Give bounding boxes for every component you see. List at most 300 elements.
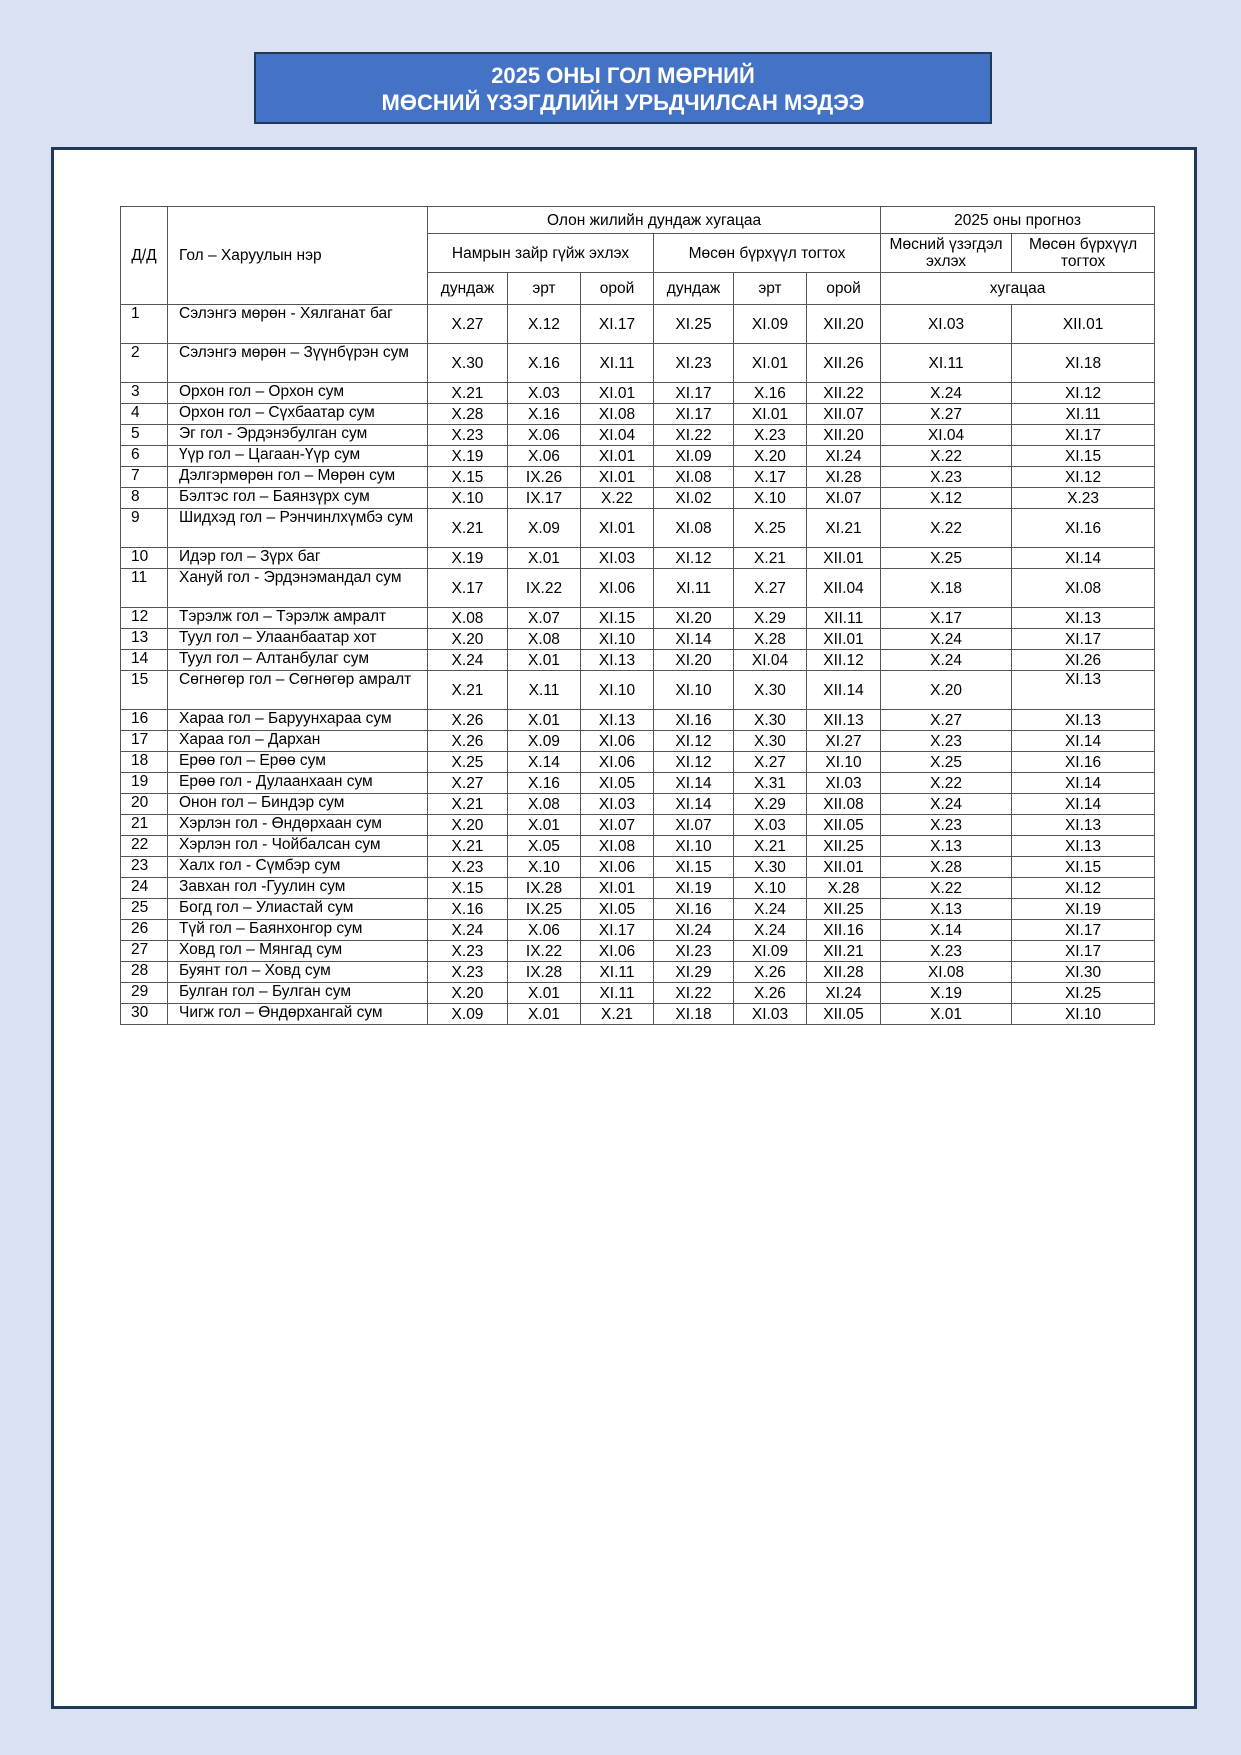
table-row: [121, 731, 1155, 752]
cell-freeze-late: XII.28: [807, 962, 881, 983]
cell-forecast-ice-start: X.25: [881, 752, 1012, 773]
cell-forecast-ice-cover: XI.13: [1012, 608, 1155, 629]
cell-freeze-avg: XI.08: [654, 509, 734, 548]
cell-autumn-late: XI.01: [581, 878, 654, 899]
cell-freeze-avg: XI.17: [654, 383, 734, 404]
table-row: [121, 920, 1155, 941]
cell-freeze-avg: XI.24: [654, 920, 734, 941]
cell-forecast-ice-start: X.24: [881, 629, 1012, 650]
cell-autumn-early: IX.28: [508, 962, 581, 983]
header-autumn-start: Намрын зайр гүйж эхлэх: [428, 234, 654, 273]
row-number: 19: [121, 773, 168, 794]
cell-autumn-avg: X.21: [428, 671, 508, 710]
cell-autumn-avg: X.15: [428, 467, 508, 488]
cell-freeze-late: XII.21: [807, 941, 881, 962]
cell-autumn-late: XI.17: [581, 920, 654, 941]
cell-autumn-late: XI.01: [581, 467, 654, 488]
table-body: [121, 305, 1155, 1025]
cell-autumn-early: X.16: [508, 404, 581, 425]
cell-autumn-avg: X.27: [428, 305, 508, 344]
cell-freeze-avg: XI.22: [654, 983, 734, 1004]
cell-forecast-ice-start: X.12: [881, 488, 1012, 509]
cell-freeze-avg: XI.23: [654, 941, 734, 962]
river-station-name: Хараа гол – Дархан: [168, 731, 428, 752]
cell-autumn-late: XI.06: [581, 857, 654, 878]
cell-forecast-ice-start: X.23: [881, 941, 1012, 962]
cell-autumn-late: XI.13: [581, 710, 654, 731]
cell-freeze-avg: XI.25: [654, 305, 734, 344]
cell-freeze-early: X.29: [734, 608, 807, 629]
row-number: 17: [121, 731, 168, 752]
river-station-name: Шидхэд гол – Рэнчинлхүмбэ сум: [168, 509, 428, 548]
cell-freeze-late: XI.10: [807, 752, 881, 773]
table-row: [121, 548, 1155, 569]
cell-autumn-late: XI.05: [581, 899, 654, 920]
cell-freeze-early: X.28: [734, 629, 807, 650]
cell-autumn-avg: X.27: [428, 773, 508, 794]
cell-freeze-late: XII.12: [807, 650, 881, 671]
row-number: 30: [121, 1004, 168, 1025]
cell-autumn-late: XI.06: [581, 731, 654, 752]
header-ice-start: Мөсний үзэгдэл эхлэх: [881, 234, 1012, 273]
river-station-name: Тэрэлж гол – Тэрэлж амралт: [168, 608, 428, 629]
cell-forecast-ice-cover: XI.13: [1012, 815, 1155, 836]
cell-autumn-avg: X.20: [428, 815, 508, 836]
cell-forecast-ice-cover: XI.18: [1012, 344, 1155, 383]
cell-autumn-avg: X.10: [428, 488, 508, 509]
header-avg: дундаж: [428, 273, 508, 305]
cell-freeze-late: XII.25: [807, 899, 881, 920]
cell-forecast-ice-cover: XI.10: [1012, 1004, 1155, 1025]
cell-forecast-ice-cover: XI.12: [1012, 467, 1155, 488]
cell-forecast-ice-cover: XI.17: [1012, 941, 1155, 962]
cell-forecast-ice-cover: XI.13: [1012, 710, 1155, 731]
cell-freeze-early: X.03: [734, 815, 807, 836]
header-early-2: эрт: [734, 273, 807, 305]
row-number: 21: [121, 815, 168, 836]
cell-autumn-early: X.03: [508, 383, 581, 404]
cell-freeze-avg: XI.12: [654, 548, 734, 569]
cell-forecast-ice-cover: XI.14: [1012, 794, 1155, 815]
cell-forecast-ice-cover: XI.14: [1012, 773, 1155, 794]
row-number: 27: [121, 941, 168, 962]
cell-forecast-ice-start: XI.08: [881, 962, 1012, 983]
cell-freeze-avg: XI.23: [654, 344, 734, 383]
cell-autumn-avg: X.17: [428, 569, 508, 608]
cell-freeze-early: X.24: [734, 899, 807, 920]
cell-forecast-ice-start: X.27: [881, 710, 1012, 731]
cell-freeze-late: XI.21: [807, 509, 881, 548]
cell-forecast-ice-cover: XI.12: [1012, 383, 1155, 404]
cell-forecast-ice-start: XI.04: [881, 425, 1012, 446]
cell-forecast-ice-start: X.23: [881, 815, 1012, 836]
cell-forecast-ice-start: X.17: [881, 608, 1012, 629]
header-num: Д/Д: [121, 207, 168, 305]
cell-autumn-early: X.07: [508, 608, 581, 629]
river-station-name: Буянт гол – Ховд сум: [168, 962, 428, 983]
river-station-name: Чигж гол – Өндөрхангай сум: [168, 1004, 428, 1025]
river-station-name: Ерөө гол – Ерөө сум: [168, 752, 428, 773]
cell-freeze-avg: XI.15: [654, 857, 734, 878]
cell-freeze-late: XII.01: [807, 857, 881, 878]
cell-autumn-late: XI.17: [581, 305, 654, 344]
cell-forecast-ice-cover: XI.13: [1012, 671, 1155, 710]
cell-forecast-ice-cover: X.23: [1012, 488, 1155, 509]
row-number: 5: [121, 425, 168, 446]
cell-freeze-early: X.30: [734, 731, 807, 752]
cell-autumn-late: XI.03: [581, 548, 654, 569]
cell-autumn-late: XI.08: [581, 836, 654, 857]
row-number: 7: [121, 467, 168, 488]
river-station-name: Халх гол - Сүмбэр сум: [168, 857, 428, 878]
cell-forecast-ice-cover: XI.13: [1012, 836, 1155, 857]
cell-autumn-avg: X.26: [428, 710, 508, 731]
cell-autumn-late: XI.13: [581, 650, 654, 671]
river-station-name: Туул гол – Улаанбаатар хот: [168, 629, 428, 650]
cell-forecast-ice-start: X.23: [881, 731, 1012, 752]
ice-forecast-table: [120, 206, 1155, 1025]
cell-autumn-early: IX.26: [508, 467, 581, 488]
cell-forecast-ice-cover: XI.17: [1012, 920, 1155, 941]
cell-autumn-early: X.01: [508, 710, 581, 731]
cell-autumn-avg: X.23: [428, 857, 508, 878]
row-number: 24: [121, 878, 168, 899]
cell-freeze-late: XI.27: [807, 731, 881, 752]
river-station-name: Ерөө гол - Дулаанхаан сум: [168, 773, 428, 794]
river-station-name: Идэр гол – Зүрх баг: [168, 548, 428, 569]
cell-forecast-ice-cover: XI.16: [1012, 752, 1155, 773]
river-station-name: Хараа гол – Баруунхараа сум: [168, 710, 428, 731]
header-late: орой: [581, 273, 654, 305]
cell-autumn-early: X.09: [508, 731, 581, 752]
cell-freeze-early: X.30: [734, 671, 807, 710]
row-number: 1: [121, 305, 168, 344]
cell-freeze-late: XII.11: [807, 608, 881, 629]
cell-freeze-early: X.26: [734, 962, 807, 983]
row-number: 13: [121, 629, 168, 650]
cell-autumn-avg: X.25: [428, 752, 508, 773]
header-ice-cover: Мөсөн бүрхүүл тогтох: [1012, 234, 1155, 273]
cell-freeze-avg: XI.02: [654, 488, 734, 509]
table-row: [121, 425, 1155, 446]
cell-freeze-late: XI.24: [807, 983, 881, 1004]
cell-autumn-avg: X.21: [428, 383, 508, 404]
cell-forecast-ice-start: X.13: [881, 836, 1012, 857]
cell-freeze-avg: XI.10: [654, 836, 734, 857]
cell-autumn-late: XI.03: [581, 794, 654, 815]
cell-forecast-ice-start: X.22: [881, 773, 1012, 794]
cell-autumn-late: XI.11: [581, 962, 654, 983]
cell-autumn-late: XI.06: [581, 752, 654, 773]
table-row: [121, 773, 1155, 794]
cell-freeze-avg: XI.18: [654, 1004, 734, 1025]
cell-freeze-avg: XI.16: [654, 899, 734, 920]
cell-freeze-early: XI.09: [734, 941, 807, 962]
cell-forecast-ice-cover: XI.14: [1012, 548, 1155, 569]
header-period: хугацаа: [881, 273, 1155, 305]
cell-freeze-early: X.10: [734, 488, 807, 509]
cell-freeze-avg: XI.14: [654, 794, 734, 815]
table-row: [121, 899, 1155, 920]
cell-forecast-ice-cover: XI.08: [1012, 569, 1155, 608]
cell-freeze-avg: XI.11: [654, 569, 734, 608]
cell-autumn-early: X.16: [508, 344, 581, 383]
table-row: [121, 710, 1155, 731]
cell-autumn-avg: X.23: [428, 425, 508, 446]
cell-forecast-ice-start: X.14: [881, 920, 1012, 941]
cell-freeze-late: XII.20: [807, 425, 881, 446]
cell-autumn-early: X.01: [508, 983, 581, 1004]
table-row: [121, 383, 1155, 404]
cell-forecast-ice-cover: XI.30: [1012, 962, 1155, 983]
cell-freeze-late: XII.13: [807, 710, 881, 731]
cell-autumn-early: IX.22: [508, 941, 581, 962]
river-station-name: Дэлгэрмөрөн гол – Мөрөн сум: [168, 467, 428, 488]
table-row: [121, 857, 1155, 878]
cell-forecast-ice-start: X.20: [881, 671, 1012, 710]
cell-autumn-early: X.01: [508, 815, 581, 836]
cell-forecast-ice-start: X.22: [881, 509, 1012, 548]
cell-freeze-late: XI.28: [807, 467, 881, 488]
cell-freeze-early: XI.04: [734, 650, 807, 671]
row-number: 2: [121, 344, 168, 383]
cell-freeze-avg: XI.22: [654, 425, 734, 446]
table-row: [121, 878, 1155, 899]
cell-freeze-late: XII.14: [807, 671, 881, 710]
cell-forecast-ice-cover: XII.01: [1012, 305, 1155, 344]
cell-autumn-early: X.14: [508, 752, 581, 773]
cell-freeze-early: X.30: [734, 857, 807, 878]
cell-autumn-avg: X.08: [428, 608, 508, 629]
cell-freeze-early: X.21: [734, 548, 807, 569]
table-row: [121, 608, 1155, 629]
river-station-name: Хануй гол - Эрдэнэмандал сум: [168, 569, 428, 608]
cell-freeze-late: XII.05: [807, 815, 881, 836]
cell-autumn-avg: X.24: [428, 920, 508, 941]
cell-forecast-ice-start: X.19: [881, 983, 1012, 1004]
cell-autumn-early: X.09: [508, 509, 581, 548]
cell-autumn-early: X.01: [508, 650, 581, 671]
cell-forecast-ice-start: X.22: [881, 878, 1012, 899]
cell-freeze-early: X.21: [734, 836, 807, 857]
cell-forecast-ice-cover: XI.14: [1012, 731, 1155, 752]
cell-autumn-avg: X.16: [428, 899, 508, 920]
river-station-name: Хэрлэн гол - Өндөрхаан сум: [168, 815, 428, 836]
cell-freeze-avg: XI.29: [654, 962, 734, 983]
table-row: [121, 467, 1155, 488]
cell-freeze-early: X.16: [734, 383, 807, 404]
cell-autumn-avg: X.19: [428, 446, 508, 467]
cell-autumn-avg: X.15: [428, 878, 508, 899]
river-station-name: Хэрлэн гол - Чойбалсан сум: [168, 836, 428, 857]
river-station-name: Туул гол – Алтанбулаг сум: [168, 650, 428, 671]
table-row: [121, 752, 1155, 773]
row-number: 29: [121, 983, 168, 1004]
river-station-name: Үүр гол – Цагаан-Үүр сум: [168, 446, 428, 467]
cell-autumn-late: XI.01: [581, 383, 654, 404]
cell-freeze-late: XII.22: [807, 383, 881, 404]
table-row: [121, 344, 1155, 383]
cell-autumn-late: XI.11: [581, 983, 654, 1004]
cell-freeze-avg: XI.10: [654, 671, 734, 710]
cell-autumn-late: XI.05: [581, 773, 654, 794]
cell-freeze-early: X.25: [734, 509, 807, 548]
cell-freeze-late: XII.05: [807, 1004, 881, 1025]
cell-autumn-avg: X.21: [428, 836, 508, 857]
cell-autumn-late: X.21: [581, 1004, 654, 1025]
cell-autumn-avg: X.28: [428, 404, 508, 425]
cell-forecast-ice-cover: XI.16: [1012, 509, 1155, 548]
row-number: 22: [121, 836, 168, 857]
river-station-name: Завхан гол -Гуулин сум: [168, 878, 428, 899]
title-line-2: МӨСНИЙ ҮЗЭГДЛИЙН УРЬДЧИЛСАН МЭДЭЭ: [381, 90, 865, 115]
cell-freeze-late: XI.24: [807, 446, 881, 467]
cell-autumn-early: X.08: [508, 629, 581, 650]
cell-freeze-late: XII.01: [807, 548, 881, 569]
cell-freeze-early: X.29: [734, 794, 807, 815]
cell-forecast-ice-cover: XI.17: [1012, 425, 1155, 446]
table-row: [121, 962, 1155, 983]
cell-autumn-avg: X.20: [428, 983, 508, 1004]
table-row: [121, 983, 1155, 1004]
river-station-name: Бэлтэс гол – Баянзүрх сум: [168, 488, 428, 509]
cell-freeze-late: X.28: [807, 878, 881, 899]
row-number: 23: [121, 857, 168, 878]
table-row: [121, 446, 1155, 467]
cell-autumn-avg: X.09: [428, 1004, 508, 1025]
cell-autumn-late: XI.06: [581, 941, 654, 962]
header-name: Гол – Харуулын нэр: [168, 207, 428, 305]
cell-forecast-ice-cover: XI.19: [1012, 899, 1155, 920]
cell-freeze-early: X.31: [734, 773, 807, 794]
cell-autumn-avg: X.26: [428, 731, 508, 752]
cell-autumn-late: XI.06: [581, 569, 654, 608]
table-row: [121, 305, 1155, 344]
cell-freeze-avg: XI.07: [654, 815, 734, 836]
cell-freeze-avg: XI.09: [654, 446, 734, 467]
header-late-2: орой: [807, 273, 881, 305]
cell-autumn-avg: X.21: [428, 509, 508, 548]
cell-forecast-ice-cover: XI.11: [1012, 404, 1155, 425]
cell-autumn-early: X.06: [508, 425, 581, 446]
title-banner: [254, 52, 992, 124]
cell-autumn-avg: X.30: [428, 344, 508, 383]
header-freeze: Мөсөн бүрхүүл тогтох: [654, 234, 881, 273]
cell-freeze-avg: XI.12: [654, 731, 734, 752]
cell-autumn-avg: X.23: [428, 941, 508, 962]
cell-autumn-early: X.06: [508, 920, 581, 941]
header-avg-2: дундаж: [654, 273, 734, 305]
cell-autumn-late: XI.04: [581, 425, 654, 446]
row-number: 10: [121, 548, 168, 569]
cell-autumn-early: X.01: [508, 1004, 581, 1025]
cell-forecast-ice-start: X.24: [881, 650, 1012, 671]
cell-forecast-ice-start: X.13: [881, 899, 1012, 920]
header-early: эрт: [508, 273, 581, 305]
cell-autumn-late: XI.01: [581, 446, 654, 467]
cell-forecast-ice-start: X.22: [881, 446, 1012, 467]
table-row: [121, 815, 1155, 836]
cell-forecast-ice-cover: XI.25: [1012, 983, 1155, 1004]
title-line-1: 2025 ОНЫ ГОЛ МӨРНИЙ: [491, 63, 755, 88]
table-row: [121, 569, 1155, 608]
cell-forecast-ice-start: XI.11: [881, 344, 1012, 383]
cell-autumn-late: XI.08: [581, 404, 654, 425]
cell-autumn-late: XI.15: [581, 608, 654, 629]
cell-freeze-avg: XI.19: [654, 878, 734, 899]
cell-autumn-early: IX.25: [508, 899, 581, 920]
cell-freeze-late: XII.04: [807, 569, 881, 608]
cell-autumn-early: X.05: [508, 836, 581, 857]
row-number: 28: [121, 962, 168, 983]
cell-forecast-ice-start: X.18: [881, 569, 1012, 608]
cell-freeze-late: XI.03: [807, 773, 881, 794]
cell-freeze-avg: XI.14: [654, 629, 734, 650]
cell-autumn-late: XI.01: [581, 509, 654, 548]
cell-autumn-early: X.12: [508, 305, 581, 344]
cell-autumn-early: X.08: [508, 794, 581, 815]
cell-autumn-avg: X.23: [428, 962, 508, 983]
cell-forecast-ice-start: X.24: [881, 794, 1012, 815]
row-number: 4: [121, 404, 168, 425]
row-number: 11: [121, 569, 168, 608]
river-station-name: Булган гол – Булган сум: [168, 983, 428, 1004]
cell-forecast-ice-start: X.27: [881, 404, 1012, 425]
table-row: [121, 941, 1155, 962]
table-row: [121, 488, 1155, 509]
row-number: 18: [121, 752, 168, 773]
cell-forecast-ice-cover: XI.26: [1012, 650, 1155, 671]
document-page: [51, 147, 1197, 1709]
cell-freeze-late: XII.08: [807, 794, 881, 815]
cell-autumn-early: X.10: [508, 857, 581, 878]
cell-forecast-ice-start: X.23: [881, 467, 1012, 488]
cell-autumn-late: XI.11: [581, 344, 654, 383]
row-number: 12: [121, 608, 168, 629]
cell-forecast-ice-cover: XI.15: [1012, 446, 1155, 467]
row-number: 25: [121, 899, 168, 920]
cell-freeze-early: XI.03: [734, 1004, 807, 1025]
cell-freeze-avg: XI.16: [654, 710, 734, 731]
cell-forecast-ice-start: X.24: [881, 383, 1012, 404]
cell-freeze-late: XII.20: [807, 305, 881, 344]
cell-autumn-late: X.22: [581, 488, 654, 509]
row-number: 14: [121, 650, 168, 671]
river-station-name: Богд гол – Улиастай сум: [168, 899, 428, 920]
cell-freeze-late: XI.07: [807, 488, 881, 509]
cell-freeze-early: X.27: [734, 752, 807, 773]
river-station-name: Сэлэнгэ мөрөн – Зүүнбүрэн сум: [168, 344, 428, 383]
cell-freeze-avg: XI.20: [654, 608, 734, 629]
cell-autumn-early: X.01: [508, 548, 581, 569]
row-number: 9: [121, 509, 168, 548]
table-row: [121, 836, 1155, 857]
cell-freeze-early: X.10: [734, 878, 807, 899]
table-row: [121, 509, 1155, 548]
river-station-name: Сэлэнгэ мөрөн - Хялганат баг: [168, 305, 428, 344]
table-row: [121, 650, 1155, 671]
cell-autumn-early: IX.17: [508, 488, 581, 509]
row-number: 15: [121, 671, 168, 710]
river-station-name: Орхон гол – Сүхбаатар сум: [168, 404, 428, 425]
river-station-name: Онон гол – Биндэр сум: [168, 794, 428, 815]
cell-autumn-early: X.06: [508, 446, 581, 467]
cell-autumn-late: XI.10: [581, 671, 654, 710]
cell-freeze-early: XI.09: [734, 305, 807, 344]
row-number: 8: [121, 488, 168, 509]
cell-freeze-late: XII.16: [807, 920, 881, 941]
table-row: [121, 629, 1155, 650]
